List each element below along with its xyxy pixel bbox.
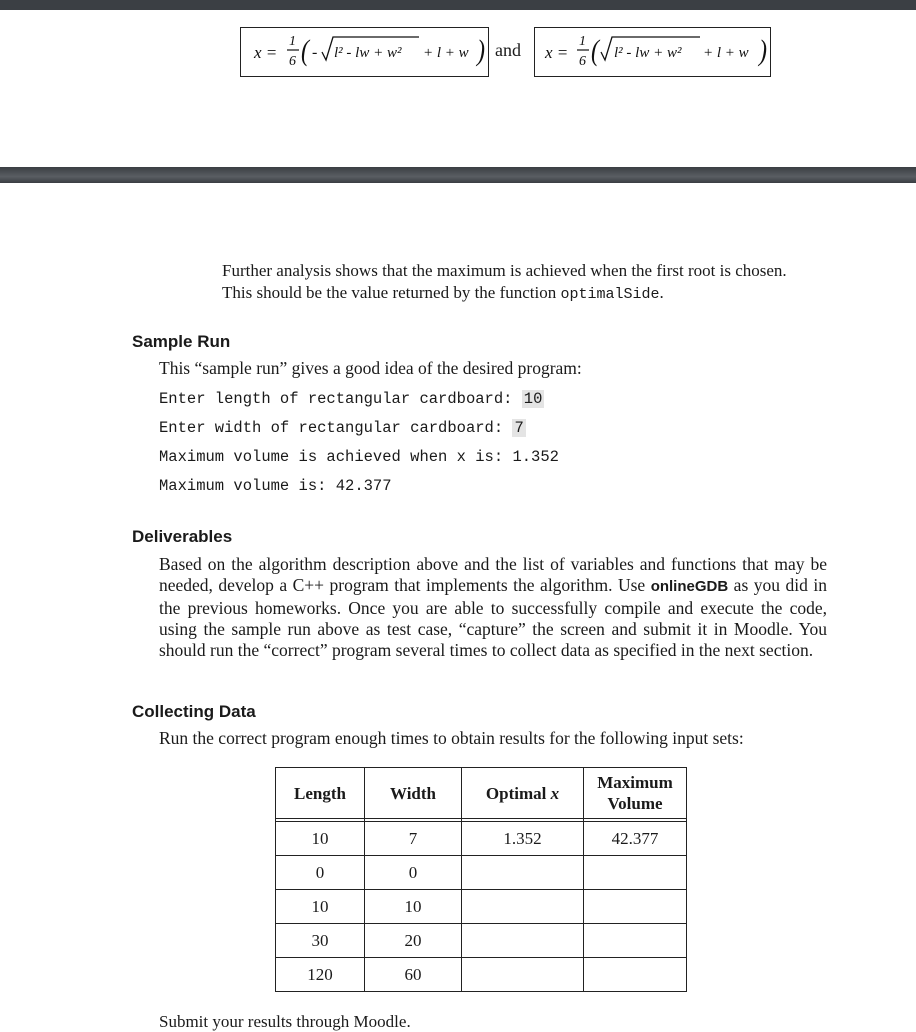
analysis-line-1: Further analysis shows that the maximum is achieved when the first root is chosen. bbox=[222, 261, 787, 280]
deliverables-paragraph: Based on the algorithm description above and the list of variables and functions that may be needed, develop a C++ program that implements the algorithm. Use onlineGDB as you did in the previous homeworks. Once you are able to successfully compile and execute the code, using the sample run above as test case, “capture” the screen and submit it in Moodle. You should run the “correct” program several times to collect data as specified in the next section. bbox=[159, 554, 827, 661]
table-row: 120 60 bbox=[276, 958, 687, 992]
svg-text:6: 6 bbox=[289, 54, 296, 69]
column-header-length: Length bbox=[276, 768, 365, 819]
column-header-optimal-x: Optimal x bbox=[462, 768, 584, 819]
svg-text:6: 6 bbox=[579, 54, 586, 69]
table-row: 30 20 bbox=[276, 924, 687, 958]
sample-input-width: 7 bbox=[514, 419, 524, 437]
sample-run-heading: Sample Run bbox=[132, 332, 231, 351]
collecting-data-heading: Collecting Data bbox=[132, 702, 256, 721]
document-top-bar bbox=[0, 0, 916, 10]
svg-text:1: 1 bbox=[289, 34, 296, 49]
table-row: 10 7 1.352 42.377 bbox=[276, 822, 687, 856]
formula-first-root bbox=[240, 27, 489, 77]
analysis-line-2: This should be the value returned by the function optimalSide. bbox=[222, 283, 664, 303]
svg-text:l² - lw + w²: l² - lw + w² bbox=[334, 45, 402, 61]
analysis-paragraph bbox=[222, 260, 832, 306]
formula-second-root bbox=[534, 27, 771, 77]
svg-text:(: ( bbox=[301, 33, 309, 67]
table-header-row bbox=[276, 768, 687, 819]
svg-text:+ l + w: + l + w bbox=[423, 45, 469, 61]
svg-text:): ) bbox=[477, 33, 485, 67]
page-break-divider bbox=[0, 167, 916, 183]
svg-text:-: - bbox=[312, 44, 318, 61]
sample-line-2: Enter width of rectangular cardboard: 7 bbox=[159, 419, 524, 437]
svg-text:+ l + w: + l + w bbox=[703, 45, 749, 61]
svg-text:(: ( bbox=[591, 33, 599, 67]
input-sets-table bbox=[275, 767, 687, 992]
svg-text:x =: x = bbox=[545, 43, 569, 62]
sample-input-length: 10 bbox=[523, 390, 543, 408]
sample-run-intro: This “sample run” gives a good idea of the desired program: bbox=[159, 358, 582, 378]
column-header-maximum-volume: Maximum Volume bbox=[584, 768, 687, 819]
sample-line-4: Maximum volume is: 42.377 bbox=[159, 477, 392, 495]
column-header-width: Width bbox=[365, 768, 462, 819]
submit-note: Submit your results through Moodle. bbox=[159, 1012, 411, 1031]
table-row: 0 0 bbox=[276, 856, 687, 890]
variable-x: x bbox=[550, 783, 560, 803]
sample-line-1: Enter length of rectangular cardboard: 10 bbox=[159, 390, 543, 408]
sample-line-3: Maximum volume is achieved when x is: 1.352 bbox=[159, 448, 559, 466]
function-name: optimalSide bbox=[560, 286, 660, 303]
tool-name: onlineGDB bbox=[650, 578, 729, 596]
svg-text:x =: x = bbox=[254, 43, 278, 62]
deliverables-heading: Deliverables bbox=[132, 527, 233, 546]
formula-connector: and bbox=[495, 40, 521, 60]
svg-text:1: 1 bbox=[579, 34, 586, 49]
svg-text:l² - lw + w²: l² - lw + w² bbox=[614, 45, 682, 61]
collecting-intro: Run the correct program enough times to obtain results for the following input sets: bbox=[159, 728, 744, 748]
svg-text:): ) bbox=[759, 33, 767, 67]
table-row: 10 10 bbox=[276, 890, 687, 924]
